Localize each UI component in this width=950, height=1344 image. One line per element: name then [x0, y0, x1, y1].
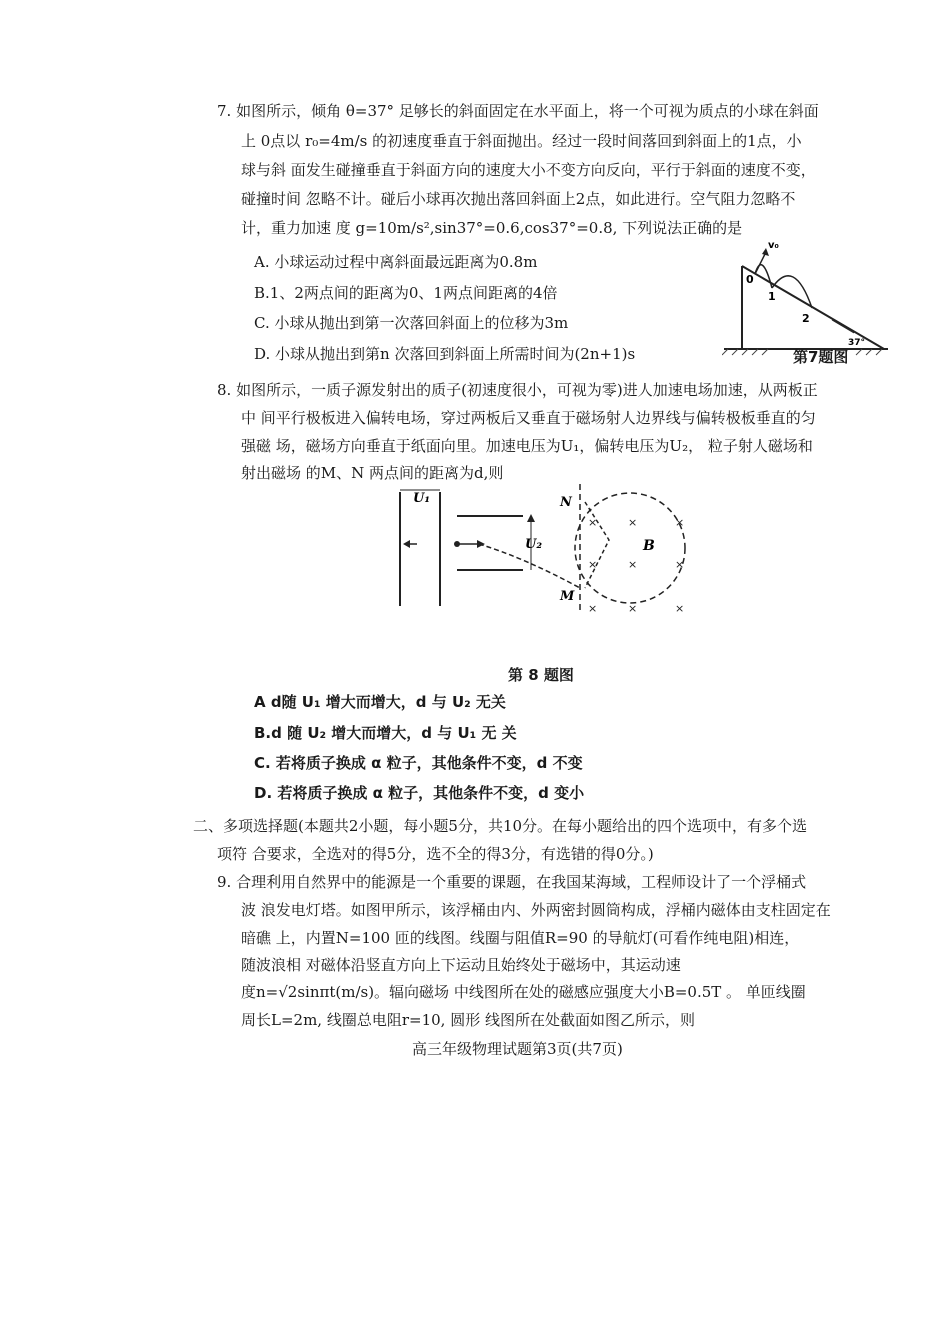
q9-line-2: 波 浪发电灯塔。如图甲所示，该浮桶由内、外两密封圆筒构成，浮桶内磁体由支柱固定在 — [241, 901, 831, 919]
q8-line-2: 中 间平行极板进入偏转电场，穿过两板后又垂直于磁场射人边界线与偏转极板垂直的匀 — [241, 409, 816, 427]
q8-line-3: 强磁 场，磁场方向垂直于纸面向里。加速电压为U₁，偏转电压为U₂， 粒子射人磁场和 — [241, 437, 813, 455]
q7-option-c: C. 小球从抛出到第一次落回斜面上的位移为3m — [254, 314, 569, 332]
q8-option-b: B.d 随 U₂ 增大而增大，d 与 U₁ 无 关 — [254, 724, 517, 742]
q7-line-4: 碰撞时间 忽略不计。碰后小球再次抛出落回斜面上2点，如此进行。空气阻力忽略不 — [241, 190, 796, 208]
section2-line-2: 项符 合要求，全选对的得5分，选不全的得3分，有选错的得0分。) — [217, 845, 654, 863]
q9-line-5: 度n=√2sinπt(m/s)。辐向磁场 中线图所在处的磁感应强度大小B=0.5T 。 单匝线圈 — [241, 983, 806, 1001]
q7-line-1: 7. 如图所示，倾角 θ=37° 足够长的斜面固定在水平面上，将一个可视为质点的小球在斜面 — [217, 102, 819, 120]
q7-line-5: 计，重力加速 度 g=10m/s²,sin37°=0.6,cos37°=0.8, 下列说法正确的是 — [241, 219, 743, 237]
q7-fig-angle-label: 37° — [848, 338, 866, 348]
q7-fig-point-0: 0 — [746, 273, 754, 286]
q8-fig-b-label: B — [643, 538, 655, 554]
section2-line-1: 二、多项选择题(本题共2小题，每小题5分，共10分。在每小题给出的四个选项中，有多个选 — [193, 817, 808, 835]
q8-fig-n-label: N — [560, 495, 572, 510]
q8-option-a: A d随 U₁ 增大而增大，d 与 U₂ 无关 — [254, 693, 506, 711]
q7-option-b: B.1、2两点间的距离为0、1两点间距离的4倍 — [254, 284, 558, 302]
q7-fig-v0-label: v₀ — [768, 240, 779, 251]
q7-line-3: 球与斜 面发生碰撞垂直于斜面方向的速度大小不变方向反向，平行于斜面的速度不变， — [241, 161, 816, 179]
svg-text:×: × — [628, 558, 638, 571]
svg-text:×: × — [628, 602, 638, 615]
svg-text:×: × — [675, 516, 685, 529]
q8-fig-u2-label: U₂ — [525, 537, 543, 552]
q9-line-3: 暗礁 上，内置N=100 匝的线图。线圈与阻值R=90 的导航灯(可看作纯电阻)相连， — [241, 929, 800, 947]
q8-option-c: C. 若将质子换成 α 粒子，其他条件不变，d 不变 — [254, 754, 583, 772]
q7-option-d: D. 小球从抛出到第n 次落回到斜面上所需时间为(2n+1)s — [254, 345, 636, 363]
q8-fig-m-label: M — [560, 589, 575, 604]
q8-figure — [395, 478, 695, 620]
q8-option-d: D. 若将质子换成 α 粒子，其他条件不变，d 变小 — [254, 784, 585, 802]
q7-figure-caption: 第7题图 — [793, 348, 849, 366]
q8-fig-u1-label: U₁ — [413, 491, 431, 506]
svg-text:×: × — [675, 602, 685, 615]
svg-text:×: × — [588, 558, 598, 571]
q7-fig-point-1: 1 — [768, 290, 776, 303]
svg-text:×: × — [588, 516, 598, 529]
q7-option-a: A. 小球运动过程中离斜面最远距离为0.8m — [254, 253, 538, 271]
q8-line-4: 射出磁场 的M、N 两点间的距离为d,则 — [241, 464, 504, 482]
q8-line-1: 8. 如图所示，一质子源发射出的质子(初速度很小，可视为零)进人加速电场加速，从两板正 — [217, 381, 818, 399]
q7-line-2: 上 0点以 r₀=4m/s 的初速度垂直于斜面抛出。经过一段时间落回到斜面上的1点，小 — [241, 132, 802, 150]
svg-text:×: × — [675, 558, 685, 571]
svg-text:×: × — [588, 602, 598, 615]
q9-line-6: 周长L=2m, 线圈总电阻r=10, 圆形 线图所在处截面如图乙所示，则 — [241, 1011, 695, 1029]
q7-fig-point-2: 2 — [802, 312, 810, 325]
svg-text:×: × — [628, 516, 638, 529]
q9-line-1: 9. 合理利用自然界中的能源是一个重要的课题，在我国某海域，工程师设计了一个浮桶式 — [217, 873, 807, 891]
q9-line-4: 随波浪相 对磁体沿竖直方向上下运动且始终处于磁场中，其运动速 — [241, 956, 681, 974]
page-footer: 高三年级物理试题第3页(共7页) — [412, 1040, 623, 1058]
q8-figure-caption: 第 8 题图 — [508, 666, 574, 684]
